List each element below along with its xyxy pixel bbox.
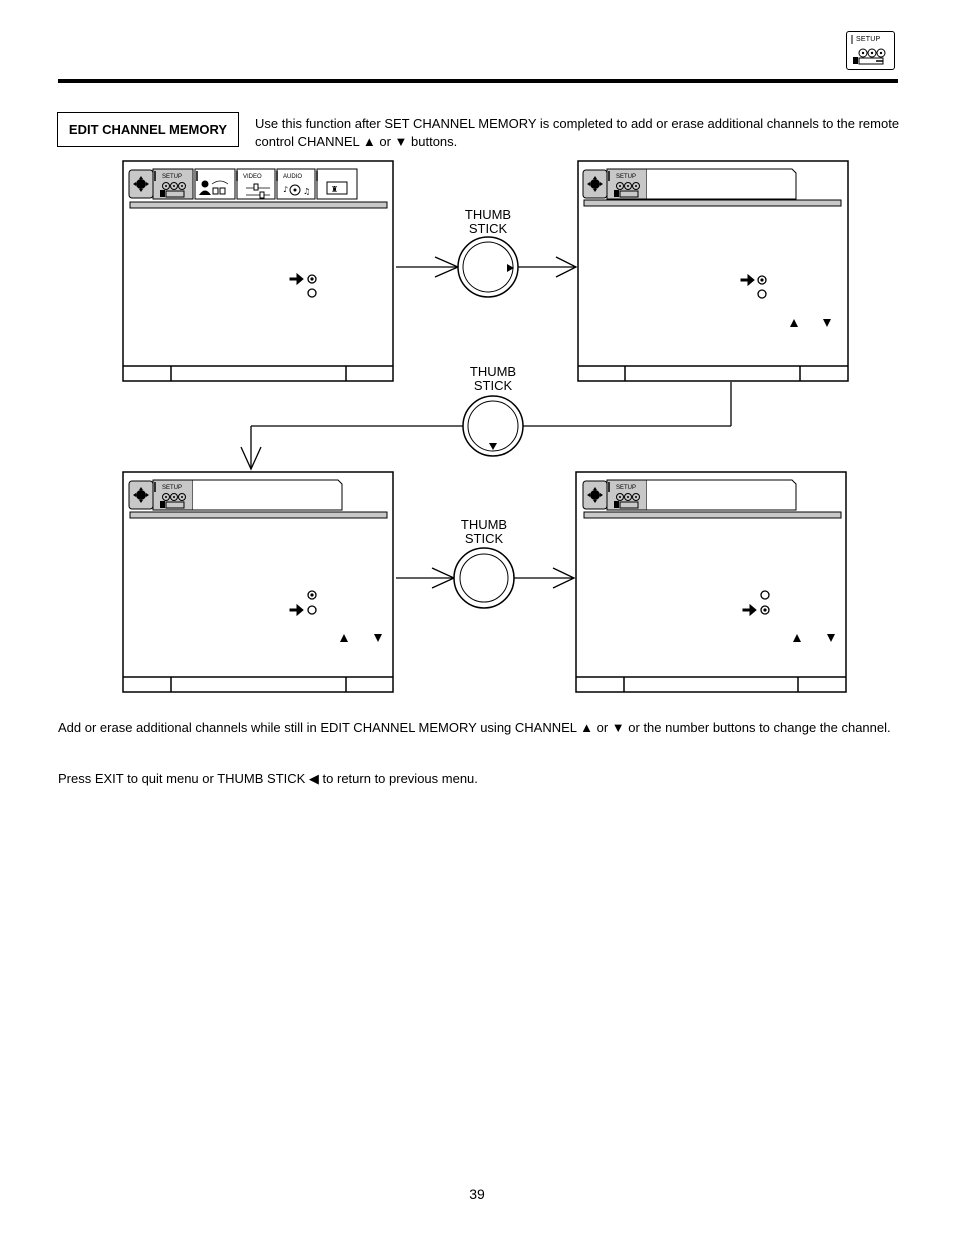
section-intro: Use this function after SET CHANNEL MEMORY is completed to add or erase additional channels to the remote control CHANNEL ▲ or ▼ buttons.	[255, 116, 900, 149]
menu-bar	[584, 512, 841, 518]
radio-empty-icon	[761, 591, 769, 599]
thumb-stick-label: THUMB STICK	[464, 207, 512, 236]
body-paragraph-1: Add or erase additional channels while still in EDIT CHANNEL MEMORY using CHANNEL ▲ or ▼ or the number buttons to change the channel.	[58, 720, 891, 735]
setup-header-icon	[846, 31, 895, 70]
screen-setup-1	[578, 161, 848, 381]
setup-icon-label: SETUP	[856, 36, 881, 43]
svg-text:♪: ♪	[283, 185, 289, 194]
screen-setup-2	[123, 472, 393, 692]
tab-audio-label: AUDIO	[283, 174, 303, 180]
submenu-title-tab	[647, 480, 796, 510]
film-reels-icon	[847, 32, 894, 69]
svg-text:♜: ♜	[331, 185, 339, 194]
submenu-title-tab	[193, 480, 342, 510]
submenu-title-tab	[647, 169, 796, 199]
dpad-icon	[583, 170, 607, 198]
svg-text:♫: ♫	[303, 187, 311, 196]
thumb-stick-press-icon	[396, 548, 574, 608]
thumb-stick-label: THUMB STICK	[460, 517, 508, 546]
menu-bar	[584, 200, 841, 206]
dpad-icon	[583, 481, 607, 509]
tab-video-label: VIDEO	[243, 174, 262, 180]
thumb-stick-right-icon	[396, 237, 576, 297]
tab-setup-label: SETUP	[162, 485, 183, 491]
screen-main-menu	[123, 161, 393, 381]
tab-setup-label: SETUP	[616, 485, 637, 491]
radio-empty-icon	[308, 289, 316, 297]
menu-bar	[130, 512, 387, 518]
radio-empty-icon	[308, 606, 316, 614]
header-rule	[58, 79, 898, 83]
thumb-stick-down-icon	[241, 382, 731, 469]
section-title: EDIT CHANNEL MEMORY	[57, 112, 239, 147]
dpad-icon	[129, 481, 153, 509]
dpad-icon	[129, 170, 153, 198]
body-paragraph-2: Press EXIT to quit menu or THUMB STICK ◀ to return to previous menu.	[58, 771, 478, 786]
tab-setup-label: SETUP	[616, 174, 637, 180]
screen-setup-3	[576, 472, 846, 692]
radio-empty-icon	[758, 290, 766, 298]
page-number: 39	[469, 1186, 485, 1202]
tab-setup-label: SETUP	[162, 174, 183, 180]
thumb-stick-label: THUMB STICK	[469, 364, 517, 393]
menu-bar	[130, 202, 387, 208]
